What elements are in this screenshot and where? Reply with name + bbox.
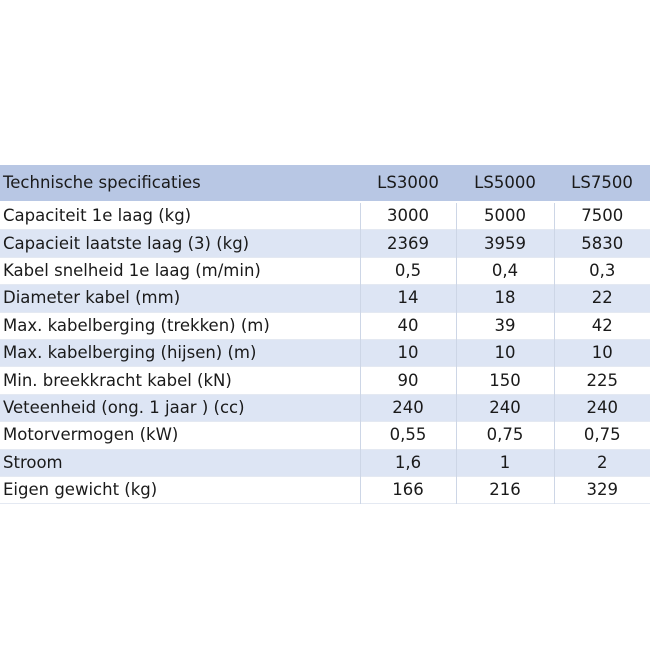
cell-ls3000: 2369 <box>360 230 456 257</box>
cell-ls5000: 240 <box>456 394 554 421</box>
row-label: Kabel snelheid 1e laag (m/min) <box>0 257 360 284</box>
cell-ls7500: 240 <box>586 397 618 417</box>
cell-ls5000: 10 <box>456 339 554 366</box>
cell-ls7500: 10 <box>591 343 613 363</box>
cell-ls7500: 22 <box>591 288 613 308</box>
table-header <box>0 165 650 202</box>
row-label: Capacieit laatste laag (3) (kg) <box>0 230 360 257</box>
cell-ls3000: 166 <box>360 476 456 503</box>
cell-ls5000: 0,4 <box>456 257 554 284</box>
cell-ls5000: 150 <box>456 367 554 394</box>
row-label: Veteenheid (ong. 1 jaar ) (cc) <box>0 394 360 421</box>
row-label: Max. kabelberging (hijsen) (m) <box>0 339 360 366</box>
table-row <box>0 367 650 394</box>
cell-ls3000: 90 <box>360 367 456 394</box>
row-label: Eigen gewicht (kg) <box>0 476 360 503</box>
cell-ls5000: 5000 <box>456 202 554 230</box>
cell-ls3000: 3000 <box>360 202 456 230</box>
cell-ls3000: 14 <box>360 285 456 312</box>
row-label: Max. kabelberging (trekken) (m) <box>0 312 360 339</box>
table-row <box>0 476 650 503</box>
header-model-ls3000: LS3000 <box>360 165 456 202</box>
header-row <box>0 165 650 202</box>
table-row <box>0 422 650 449</box>
cell-ls7500: 7500 <box>581 206 624 226</box>
table-row <box>0 394 650 421</box>
cell-ls3000: 240 <box>360 394 456 421</box>
table-row <box>0 339 650 366</box>
header-model-ls5000: LS5000 <box>456 165 554 202</box>
row-label: Motorvermogen (kW) <box>0 422 360 449</box>
table-row <box>0 257 650 284</box>
cell-ls5000: 1 <box>456 449 554 476</box>
cell-ls3000: 1,6 <box>360 449 456 476</box>
row-label: Stroom <box>0 449 360 476</box>
table-row <box>0 312 650 339</box>
header-label: Technische specificaties <box>0 165 360 202</box>
table-row <box>0 285 650 312</box>
header-model-ls7500: LS7500 <box>554 165 650 202</box>
cell-ls7500: 0,3 <box>589 260 616 280</box>
cell-ls5000: 0,75 <box>456 422 554 449</box>
table-body <box>0 202 650 504</box>
cell-ls7500: 225 <box>586 370 618 390</box>
row-label: Diameter kabel (mm) <box>0 285 360 312</box>
cell-ls3000: 40 <box>360 312 456 339</box>
cell-ls7500: 5830 <box>581 233 624 253</box>
cell-ls7500: 2 <box>597 452 608 472</box>
cell-ls7500: 0,75 <box>583 425 621 445</box>
row-label: Min. breekkracht kabel (kN) <box>0 367 360 394</box>
cell-ls5000: 216 <box>456 476 554 503</box>
row-label: Capaciteit 1e laag (kg) <box>0 202 360 230</box>
cell-ls5000: 18 <box>456 285 554 312</box>
cell-ls3000: 0,55 <box>360 422 456 449</box>
cell-ls7500: 42 <box>591 315 613 335</box>
table-row <box>0 230 650 257</box>
cell-ls7500: 329 <box>586 480 618 500</box>
spec-table <box>0 165 650 504</box>
table-row <box>0 449 650 476</box>
cell-ls5000: 3959 <box>456 230 554 257</box>
cell-ls3000: 10 <box>360 339 456 366</box>
cell-ls5000: 39 <box>456 312 554 339</box>
table-row <box>0 202 650 230</box>
cell-ls3000: 0,5 <box>360 257 456 284</box>
